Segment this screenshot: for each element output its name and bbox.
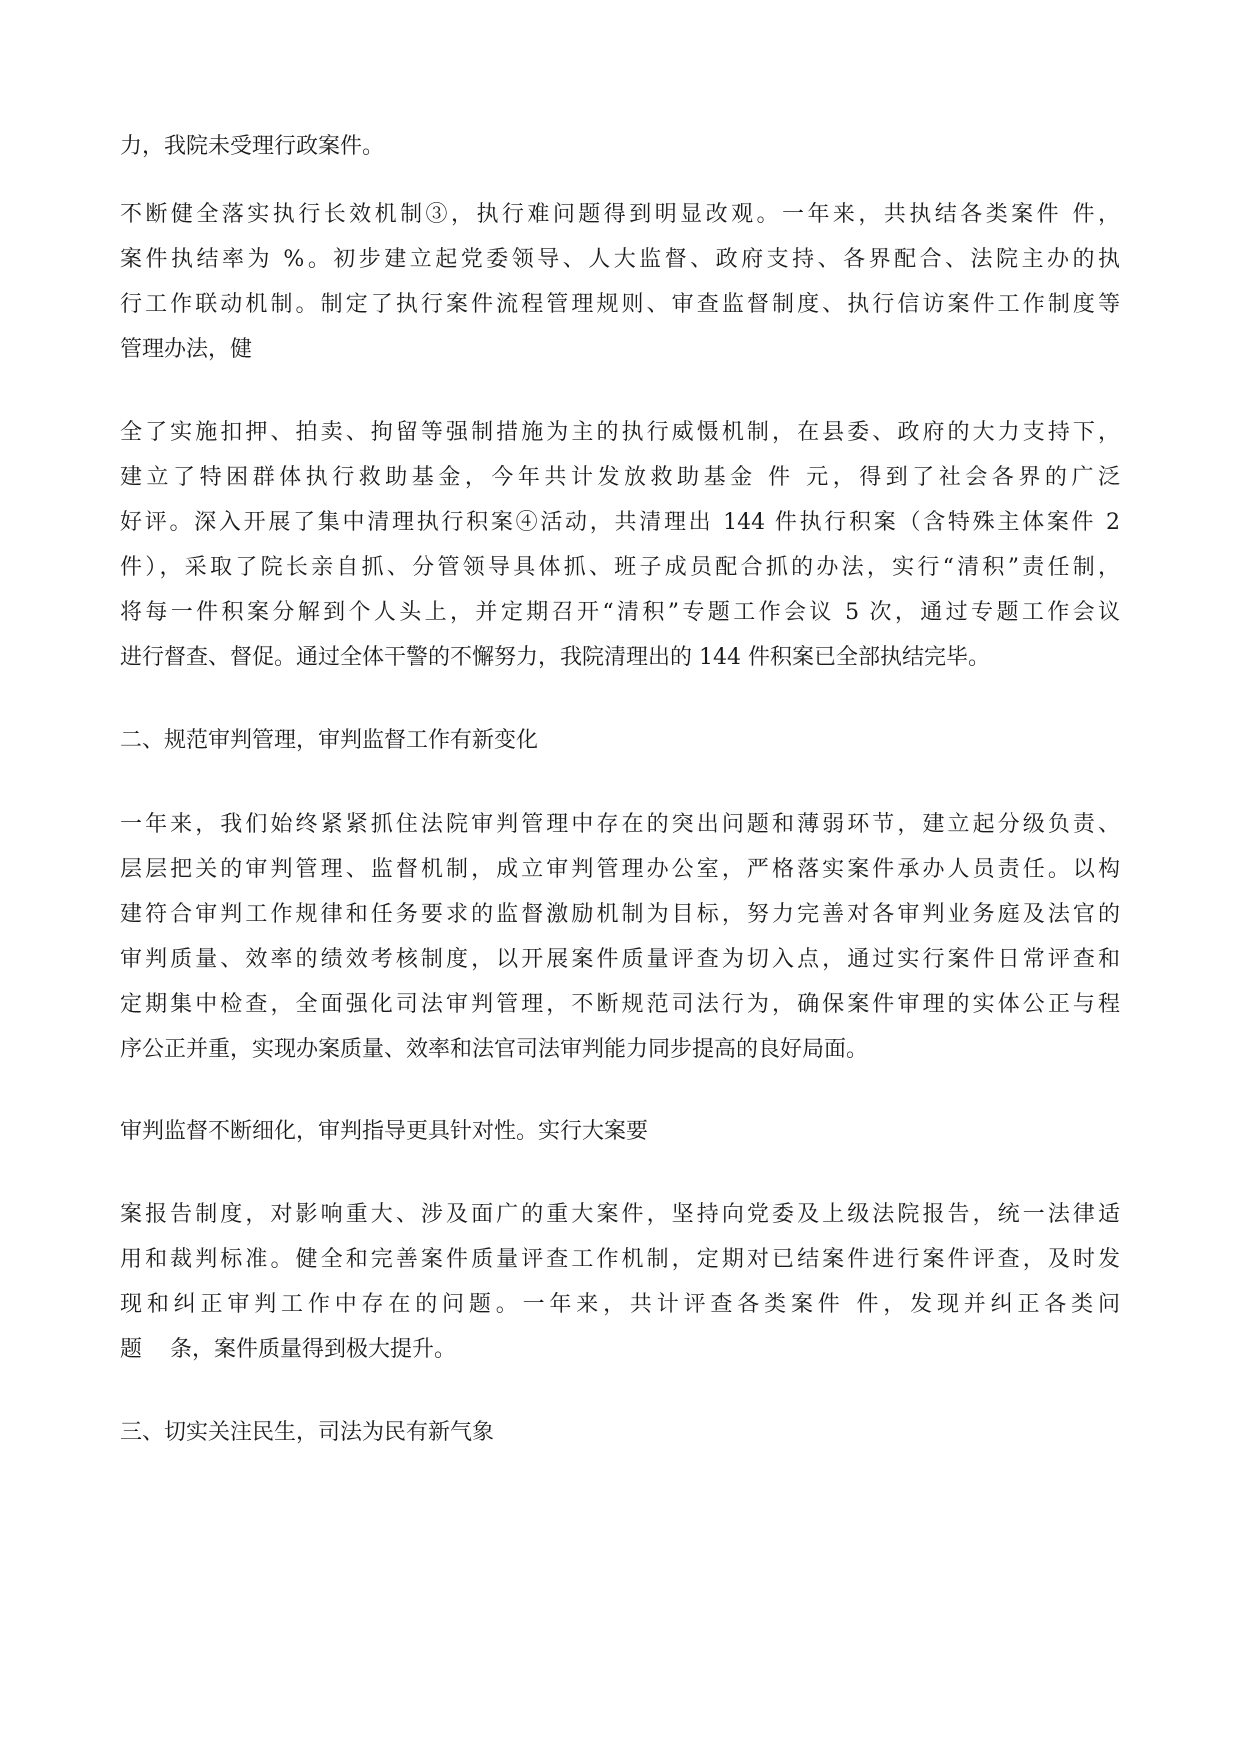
section-heading: 二、规范审判管理，审判监督工作有新变化 bbox=[120, 728, 539, 753]
paragraph-line: 案报告制度，对影响重大、涉及面广的重大案件，坚持向党委及上级法院报告，统一法律适 bbox=[120, 1202, 1120, 1227]
paragraph-line: 层层把关的审判管理、监督机制，成立审判管理办公室，严格落实案件承办人员责任。以构 bbox=[120, 857, 1120, 882]
paragraph-line: 案件执结率为 %。初步建立起党委领导、人大监督、政府支持、各界配合、法院主办的执 bbox=[120, 247, 1120, 272]
paragraph-line: 一年来，我们始终紧紧抓住法院审判管理中存在的突出问题和薄弱环节，建立起分级负责、 bbox=[120, 812, 1120, 837]
paragraph-line: 建立了特困群体执行救助基金，今年共计发放救助基金 件 元，得到了社会各界的广泛 bbox=[120, 465, 1120, 490]
paragraph-line: 审判监督不断细化，审判指导更具针对性。实行大案要 bbox=[120, 1119, 649, 1144]
paragraph-line: 建符合审判工作规律和任务要求的监督激励机制为目标，努力完善对各审判业务庭及法官的 bbox=[120, 902, 1120, 927]
paragraph-line: 定期集中检查，全面强化司法审判管理，不断规范司法行为，确保案件审理的实体公正与程 bbox=[120, 992, 1120, 1017]
paragraph-line: 现和纠正审判工作中存在的问题。一年来，共计评查各类案件 件，发现并纠正各类问 bbox=[120, 1292, 1120, 1317]
section-heading: 三、切实关注民生，司法为民有新气象 bbox=[120, 1420, 495, 1445]
paragraph-line: 全了实施扣押、拍卖、拘留等强制措施为主的执行威慑机制，在县委、政府的大力支持下， bbox=[120, 420, 1120, 445]
paragraph-line: 行工作联动机制。制定了执行案件流程管理规则、审查监督制度、执行信访案件工作制度等 bbox=[120, 292, 1120, 317]
paragraph-line: 用和裁判标准。健全和完善案件质量评查工作机制，定期对已结案件进行案件评查，及时发 bbox=[120, 1247, 1120, 1272]
paragraph-line: 题 条，案件质量得到极大提升。 bbox=[120, 1337, 456, 1362]
paragraph-line: 审判质量、效率的绩效考核制度，以开展案件质量评查为切入点，通过实行案件日常评查和 bbox=[120, 947, 1120, 972]
paragraph-line: 序公正并重，实现办案质量、效率和法官司法审判能力同步提高的良好局面。 bbox=[120, 1037, 869, 1062]
paragraph-line: 将每一件积案分解到个人头上，并定期召开“清积”专题工作会议 5 次，通过专题工作会议 bbox=[120, 600, 1120, 625]
paragraph-line: 力，我院未受理行政案件。 bbox=[120, 134, 385, 159]
paragraph-line: 管理办法，健 bbox=[120, 337, 253, 362]
paragraph-line: 好评。深入开展了集中清理执行积案④活动，共清理出 144 件执行积案（含特殊主体案件 2 bbox=[120, 510, 1120, 535]
paragraph-line: 不断健全落实执行长效机制③，执行难问题得到明显改观。一年来，共执结各类案件 件， bbox=[120, 202, 1120, 227]
paragraph-line: 进行督查、督促。通过全体干警的不懈努力，我院清理出的 144 件积案已全部执结完毕。 bbox=[120, 645, 990, 670]
paragraph-line: 件），采取了院长亲自抓、分管领导具体抓、班子成员配合抓的办法，实行“清积”责任制， bbox=[120, 555, 1120, 580]
